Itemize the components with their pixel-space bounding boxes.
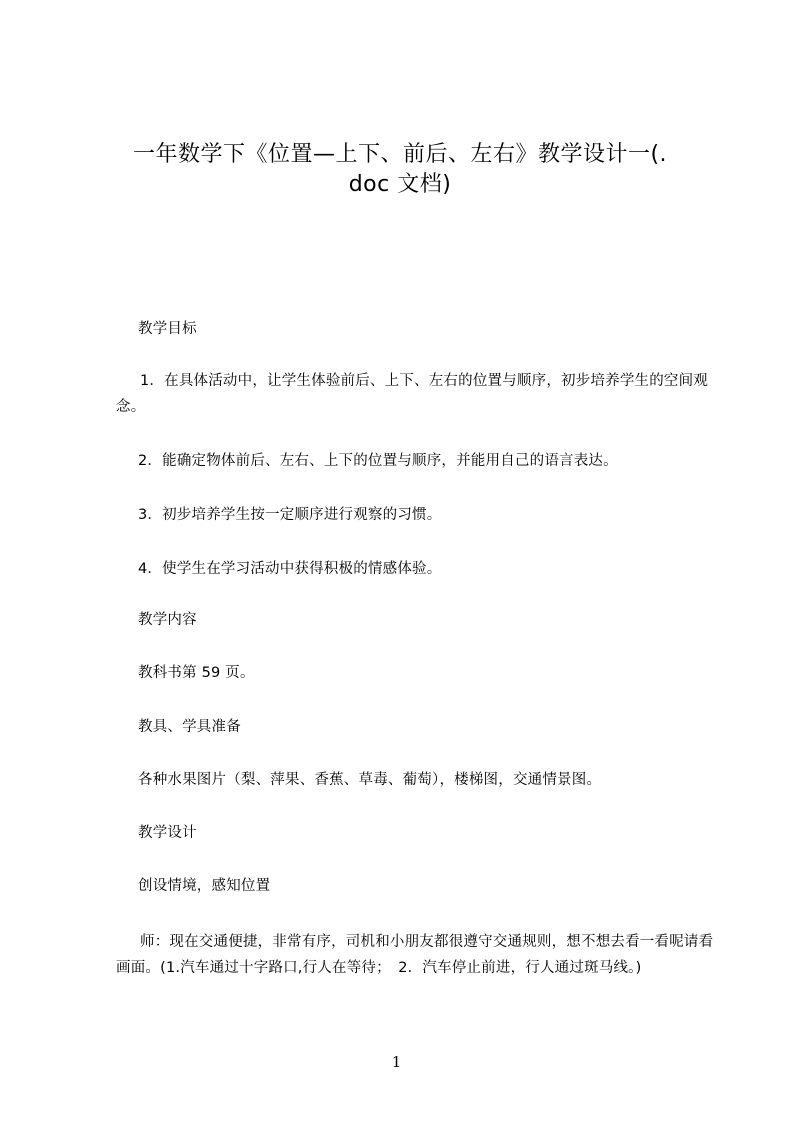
design-teacher-dialogue: 师：现在交通便捷，非常有序，司机和小朋友都很遵守交通规则，想不想去看一看呢请看画面。(1.汽车通过十字路口,行人在等待； 2．汽车停止前进，行人通过斑马线。) xyxy=(116,934,714,976)
goal-item-3: 3．初步培养学生按一定顺序进行观察的习惯。 xyxy=(138,507,442,523)
title-line-2: doc 文档) xyxy=(348,172,452,197)
goal-item-4: 4．使学生在学习活动中获得积极的情感体验。 xyxy=(138,561,442,577)
design-section-title: 创设情境，感知位置 xyxy=(138,878,271,894)
teaching-aids-list: 各种水果图片（梨、萍果、香蕉、草毒、葡萄），楼梯图，交通情景图。 xyxy=(138,772,602,788)
title-line-1: 一年数学下《位置—上下、前后、左右》教学设计一(. xyxy=(132,142,668,167)
heading-teaching-design: 教学设计 xyxy=(138,825,197,841)
heading-teaching-aids: 教具、学具准备 xyxy=(138,719,241,735)
page-number: 1 xyxy=(391,1053,402,1071)
heading-teaching-goals: 教学目标 xyxy=(138,321,197,337)
heading-teaching-content: 教学内容 xyxy=(138,612,197,628)
goal-item-1: 1．在具体活动中，让学生体验前后、上下、左右的位置与顺序，初步培养学生的空间观念。 xyxy=(116,373,709,415)
goal-item-2: 2．能确定物体前后、左右、上下的位置与顺序，并能用自己的语言表达。 xyxy=(138,453,618,469)
content-textbook-page: 教科书第 59 页。 xyxy=(138,665,255,681)
document-title xyxy=(100,140,700,200)
